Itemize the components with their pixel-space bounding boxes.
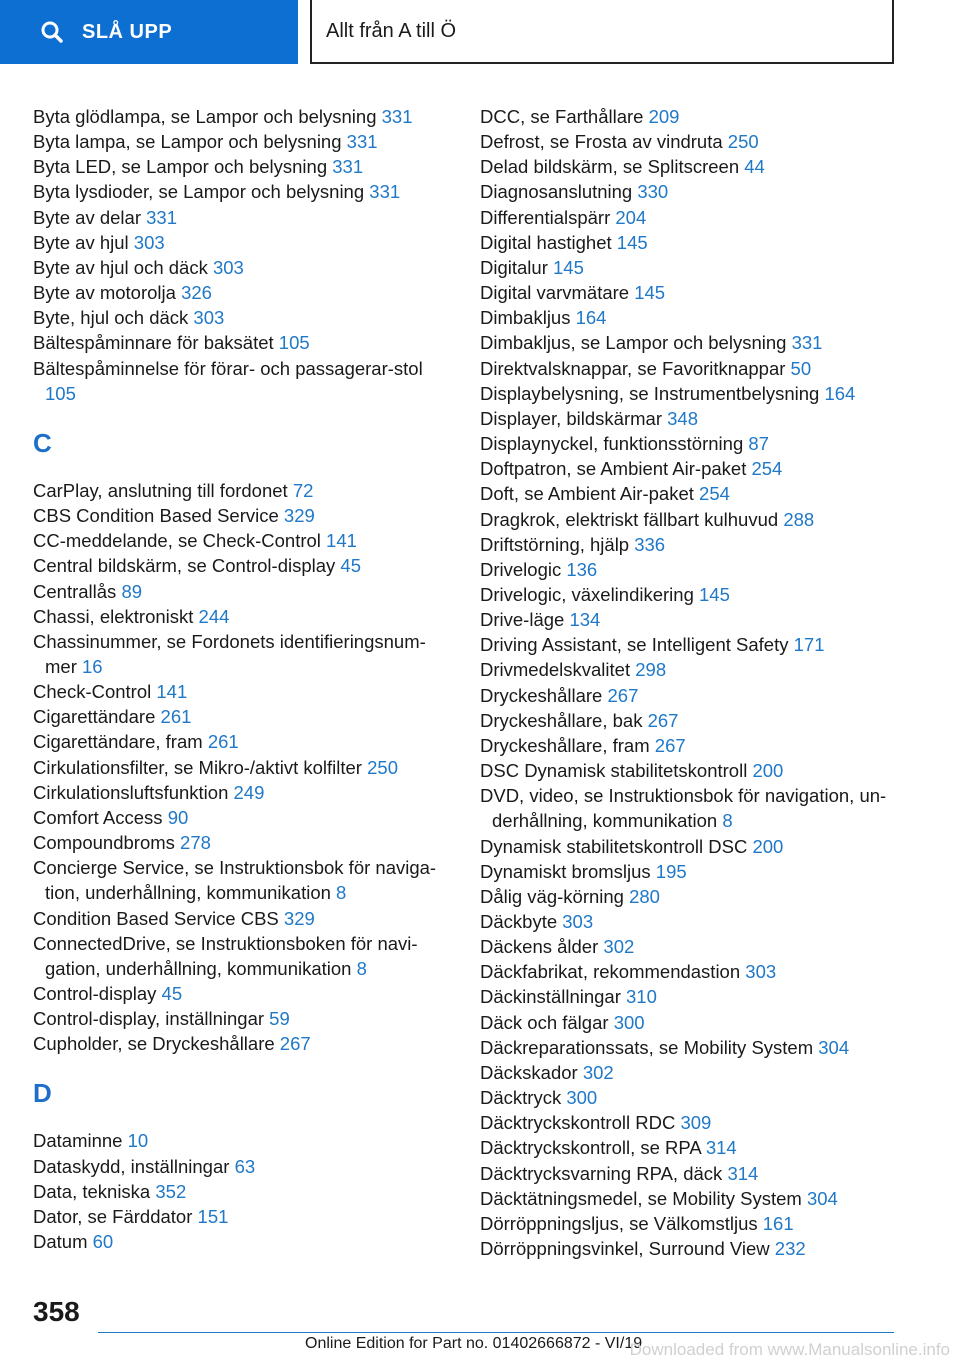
index-entry-text: Dynamiskt bromsljus xyxy=(480,860,651,882)
index-entry xyxy=(33,1179,448,1204)
index-entry xyxy=(33,305,448,330)
index-entry-text: CarPlay, anslutning till fordonet xyxy=(33,479,288,501)
letter-heading-c: C xyxy=(33,427,52,458)
page-link[interactable]: 302 xyxy=(603,936,635,958)
page-link[interactable]: 89 xyxy=(121,580,143,602)
index-entry-text: Byte av motorolja xyxy=(33,282,176,304)
index-group-d-cont xyxy=(480,104,900,1261)
page-link[interactable]: 303 xyxy=(133,231,165,253)
index-entry xyxy=(480,1161,900,1186)
index-entry xyxy=(480,456,900,481)
page-link[interactable]: 331 xyxy=(332,156,364,178)
index-entry xyxy=(33,729,448,754)
index-entry-text: Condition Based Service CBS xyxy=(33,907,279,929)
page-link[interactable]: 145 xyxy=(553,256,584,278)
index-group-c xyxy=(33,478,448,1057)
index-entry-text: Driftstörning, hjälp xyxy=(480,533,630,555)
page-link[interactable]: 59 xyxy=(269,1008,290,1030)
index-entry-text: Bältespåminnelse för förar- och passagerar-stol xyxy=(33,357,423,379)
page-link[interactable]: 209 xyxy=(648,106,680,127)
index-entry-text: Dimbakljus xyxy=(480,307,571,329)
index-entry xyxy=(480,632,900,657)
page-link[interactable]: 90 xyxy=(167,806,189,828)
page-link[interactable]: 87 xyxy=(748,433,769,455)
index-entry xyxy=(480,884,900,909)
index-entry xyxy=(480,356,900,381)
index-entry-text: Dryckeshållare xyxy=(480,684,603,706)
page-link[interactable]: 171 xyxy=(793,634,825,656)
page-link[interactable]: 45 xyxy=(340,555,361,577)
index-entry-text: Cigarettändare, fram xyxy=(33,731,203,753)
index-entry xyxy=(33,679,448,704)
index-entry-text: Däckinställningar xyxy=(480,986,621,1008)
page-link[interactable]: 105 xyxy=(45,382,76,404)
page-link[interactable]: 141 xyxy=(326,530,357,552)
page-link[interactable]: 249 xyxy=(233,781,265,803)
page-link[interactable]: 326 xyxy=(181,282,212,304)
index-entry xyxy=(480,1110,900,1135)
page-link[interactable]: 105 xyxy=(278,332,310,354)
page-link[interactable]: 267 xyxy=(607,684,639,706)
index-entry-text: Datum xyxy=(33,1231,88,1253)
page-link[interactable]: 314 xyxy=(705,1137,737,1159)
index-entry-text: Dator, se Färddator xyxy=(33,1205,193,1227)
index-entry-text: Digital varvmätare xyxy=(480,282,630,304)
index-entry xyxy=(33,830,448,855)
page-link[interactable]: 16 xyxy=(82,655,103,677)
index-entry-text: Dataskydd, inställningar xyxy=(33,1155,230,1177)
index-entry-text: Däck och fälgar xyxy=(480,1011,609,1033)
index-entry-text: Däcktrycksvarning RPA, däck xyxy=(480,1162,723,1184)
index-entry-text: Centrallås xyxy=(33,580,117,602)
page-link[interactable]: 254 xyxy=(699,483,730,505)
index-entry-text: Byta lampa, se Lampor och belysning xyxy=(33,131,342,153)
page-link[interactable]: 329 xyxy=(283,907,315,929)
index-entry-text: Diagnosanslutning xyxy=(480,181,633,203)
index-entry-text: Digital hastighet xyxy=(480,231,612,253)
index-entry xyxy=(480,205,900,230)
edition-note: Online Edition for Part no. 01402666872 - VI/19 xyxy=(305,1335,643,1352)
page-link[interactable]: 331 xyxy=(369,181,401,203)
index-entry xyxy=(480,683,900,708)
index-entry xyxy=(33,503,448,528)
page-link[interactable]: 134 xyxy=(569,609,601,631)
index-entry-text: Check-Control xyxy=(33,681,152,703)
page-link[interactable]: 331 xyxy=(346,131,378,153)
index-entry-text: Byta glödlampa, se Lampor och belysning xyxy=(33,106,377,127)
index-entry-text: Control-display xyxy=(33,983,157,1004)
page-link[interactable]: 250 xyxy=(727,131,759,153)
index-entry-text: Dimbakljus, se Lampor och belysning xyxy=(480,332,787,354)
index-entry xyxy=(33,1229,448,1254)
index-entry-text: Chassi, elektroniskt xyxy=(33,605,194,627)
page-link[interactable]: 303 xyxy=(212,256,244,278)
index-entry-text: Dörröppningsljus, se Välkomstljus xyxy=(480,1212,758,1234)
index-entry-text: ConnectedDrive, se Instruktionsboken för navi-gation, underhållning, kommunikation xyxy=(33,932,418,979)
index-entry-text: Däcktryckskontroll RDC xyxy=(480,1112,676,1134)
page-link[interactable]: 336 xyxy=(634,533,666,555)
index-entry-text: Central bildskärm, se Control-display xyxy=(33,555,336,577)
index-entry xyxy=(480,1135,900,1160)
index-entry xyxy=(480,1085,900,1110)
index-entry-text: Däckbyte xyxy=(480,911,558,932)
page-link[interactable]: 267 xyxy=(279,1033,311,1055)
page-link[interactable]: 303 xyxy=(745,961,777,983)
index-entry xyxy=(480,330,900,355)
index-entry xyxy=(480,1010,900,1035)
page-link[interactable]: 145 xyxy=(616,231,648,253)
page-link[interactable]: 331 xyxy=(381,106,413,127)
index-entry xyxy=(33,129,448,154)
index-entry-text: DSC Dynamisk stabilitetskontroll xyxy=(480,760,748,782)
index-entry-text: Comfort Access xyxy=(33,806,163,828)
index-entry-text: Chassinummer, se Fordonets identifieringsnum-mer xyxy=(33,630,426,677)
page-link[interactable]: 331 xyxy=(146,206,177,228)
index-entry-text: Control-display, inställningar xyxy=(33,1008,265,1030)
index-entry-text: Drivmedelskvalitet xyxy=(480,659,631,681)
search-icon xyxy=(40,20,64,44)
page-link[interactable]: 304 xyxy=(818,1036,850,1058)
index-entry xyxy=(480,758,900,783)
index-entry xyxy=(480,104,900,129)
index-entry-text: Displaynyckel, funktionsstörning xyxy=(480,433,744,455)
index-entry xyxy=(33,280,448,305)
index-entry-text: DCC, se Farthållare xyxy=(480,106,644,127)
index-entry-text: Byta LED, se Lampor och belysning xyxy=(33,156,328,178)
page-link[interactable]: 267 xyxy=(654,734,686,756)
page-link[interactable]: 261 xyxy=(207,731,239,753)
index-entry xyxy=(33,604,448,629)
index-entry-text: Däckskador xyxy=(480,1061,578,1083)
page-link[interactable]: 310 xyxy=(626,986,657,1008)
index-entry xyxy=(33,931,448,981)
index-entry-text: Doftpatron, se Ambient Air-paket xyxy=(480,458,747,480)
page-number: 358 xyxy=(33,1296,80,1327)
page-link[interactable]: 303 xyxy=(562,911,594,932)
index-entry-text: Byte, hjul och däck xyxy=(33,307,189,329)
index-entry xyxy=(33,780,448,805)
page-link[interactable]: 280 xyxy=(629,885,660,907)
index-entry xyxy=(480,1035,900,1060)
page-link[interactable]: 261 xyxy=(160,706,192,728)
index-entry-text: Differentialspärr xyxy=(480,206,611,228)
index-entry-text: Displayer, bildskärmar xyxy=(480,407,662,429)
index-entry-text: Drive-läge xyxy=(480,609,565,631)
index-entry xyxy=(480,959,900,984)
index-entry xyxy=(33,356,448,406)
index-entry-text: Driving Assistant, se Intelligent Safety xyxy=(480,634,789,656)
page-link[interactable]: 145 xyxy=(699,583,730,605)
index-entry-text: Däcktätningsmedel, se Mobility System xyxy=(480,1187,802,1209)
index-entry xyxy=(480,129,900,154)
page-link[interactable]: 72 xyxy=(292,479,314,501)
index-entry xyxy=(33,230,448,255)
index-entry xyxy=(33,205,448,230)
index-entry xyxy=(480,984,900,1009)
page-link[interactable]: 303 xyxy=(193,307,225,329)
index-entry-text: Dörröppningsvinkel, Surround View xyxy=(480,1238,770,1260)
index-entry-text: Däcktryckskontroll, se RPA xyxy=(480,1137,701,1159)
page-link[interactable]: 267 xyxy=(647,709,679,731)
index-entry xyxy=(480,481,900,506)
index-group-d xyxy=(33,1128,448,1254)
section-title xyxy=(310,0,894,64)
index-entry xyxy=(480,532,900,557)
index-entry xyxy=(480,1211,900,1236)
index-entry xyxy=(480,255,900,280)
index-entry-text: Dryckeshållare, bak xyxy=(480,709,643,731)
index-entry xyxy=(33,579,448,604)
index-entry xyxy=(480,582,900,607)
index-entry xyxy=(33,805,448,830)
index-entry-text: Cirkulationsfilter, se Mikro-/aktivt kolfilter xyxy=(33,756,362,778)
page-link[interactable]: 278 xyxy=(180,832,211,854)
search-button-label: SLÅ UPP xyxy=(82,20,173,43)
page-link[interactable]: 250 xyxy=(367,756,398,778)
index-entry xyxy=(480,657,900,682)
index-entry xyxy=(33,1204,448,1229)
index-entry-text: Däckens ålder xyxy=(480,936,599,958)
index-entry xyxy=(480,1236,900,1261)
page-link[interactable]: 45 xyxy=(161,983,183,1004)
index-entry-text: Bältespåminnare för baksätet xyxy=(33,332,274,354)
index-entry-text: Dryckeshållare, fram xyxy=(480,734,650,756)
index-entry-text: Dålig väg-körning xyxy=(480,885,624,907)
index-entry xyxy=(480,557,900,582)
watermark: Downloaded from www.Manualsonline.info xyxy=(629,1340,950,1359)
footer-divider xyxy=(98,1332,894,1333)
page-link[interactable]: 141 xyxy=(156,681,188,703)
index-entry-text: Dynamisk stabilitetskontroll DSC xyxy=(480,835,748,857)
index-entry-text: Defrost, se Frosta av vindruta xyxy=(480,131,723,153)
index-entry xyxy=(480,1060,900,1085)
page-link[interactable]: 195 xyxy=(655,860,687,882)
page-link[interactable]: 50 xyxy=(790,357,812,379)
index-entry-text: Doft, se Ambient Air-paket xyxy=(480,483,694,505)
index-entry xyxy=(480,305,900,330)
index-entry xyxy=(33,855,448,905)
page-link[interactable]: 63 xyxy=(234,1155,256,1177)
index-entry xyxy=(480,909,900,934)
page-link[interactable]: 244 xyxy=(198,605,230,627)
page-link[interactable]: 352 xyxy=(155,1180,187,1202)
index-entry xyxy=(480,230,900,255)
index-entry-text: Digitalur xyxy=(480,256,548,278)
index-entry-text: Däckreparationssats, se Mobility System xyxy=(480,1036,814,1058)
index-entry xyxy=(480,154,900,179)
index-entry xyxy=(480,859,900,884)
page-link[interactable]: 330 xyxy=(637,181,669,203)
page-link[interactable]: 200 xyxy=(752,835,784,857)
page-link[interactable]: 8 xyxy=(722,810,733,832)
index-entry-text: CC-meddelande, se Check-Control xyxy=(33,530,321,552)
index-entry xyxy=(480,280,900,305)
index-entry xyxy=(33,1128,448,1153)
index-entry-text: Cupholder, se Dryckeshållare xyxy=(33,1033,275,1055)
index-entry xyxy=(33,629,448,679)
index-column-left xyxy=(33,104,448,1254)
index-entry xyxy=(33,906,448,931)
index-entry xyxy=(33,255,448,280)
index-entry-text: Byta lysdioder, se Lampor och belysning xyxy=(33,181,365,203)
page-link[interactable]: 232 xyxy=(774,1238,806,1260)
page-link[interactable]: 288 xyxy=(783,508,815,530)
index-entry xyxy=(480,834,900,859)
index-entry-text: Byte av delar xyxy=(33,206,141,228)
index-entry-text: Byte av hjul xyxy=(33,231,129,253)
page-link[interactable]: 314 xyxy=(727,1162,759,1184)
page-link[interactable]: 8 xyxy=(356,957,367,979)
page-link[interactable]: 8 xyxy=(336,882,347,904)
index-entry xyxy=(480,607,900,632)
index-entry xyxy=(480,783,900,833)
page-link[interactable]: 331 xyxy=(791,332,823,354)
index-entry xyxy=(33,1006,448,1031)
index-entry-text: Compoundbroms xyxy=(33,832,175,854)
section-title-text: Allt från A till Ö xyxy=(326,19,457,42)
index-entry xyxy=(480,934,900,959)
index-entry-text: Displaybelysning, se Instrumentbelysning xyxy=(480,382,820,404)
index-entry xyxy=(33,553,448,578)
page-link[interactable]: 164 xyxy=(824,382,856,404)
page-link[interactable]: 136 xyxy=(566,558,598,580)
page-link[interactable]: 151 xyxy=(197,1205,229,1227)
index-column-right xyxy=(480,104,900,1261)
index-entry xyxy=(33,528,448,553)
index-entry xyxy=(33,154,448,179)
page-link[interactable]: 300 xyxy=(613,1011,645,1033)
search-button[interactable] xyxy=(0,0,298,64)
page-link[interactable]: 309 xyxy=(680,1112,712,1134)
page-link[interactable]: 302 xyxy=(582,1061,614,1083)
index-entry-text: Dragkrok, elektriskt fällbart kulhuvud xyxy=(480,508,779,530)
index-entry-text: Dataminne xyxy=(33,1130,123,1152)
page-link[interactable]: 60 xyxy=(92,1231,114,1253)
index-entry xyxy=(480,708,900,733)
index-group-b xyxy=(33,104,448,406)
page-link[interactable]: 254 xyxy=(751,458,783,480)
index-entry xyxy=(33,1154,448,1179)
page-link[interactable]: 298 xyxy=(635,659,667,681)
page-link[interactable]: 300 xyxy=(566,1087,598,1109)
page-link[interactable]: 329 xyxy=(283,505,315,527)
page-link[interactable]: 145 xyxy=(634,282,666,304)
index-entry xyxy=(33,104,448,129)
index-entry xyxy=(33,179,448,204)
index-entry xyxy=(33,1031,448,1056)
index-entry-text: Delad bildskärm, se Splitscreen xyxy=(480,156,740,178)
index-entry xyxy=(480,179,900,204)
index-entry-text: Cigarettändare xyxy=(33,706,156,728)
index-entry-text: Drivelogic xyxy=(480,558,562,580)
page-link[interactable]: 348 xyxy=(667,407,698,429)
page-link[interactable]: 164 xyxy=(575,307,607,329)
index-entry xyxy=(480,381,900,406)
page-link[interactable]: 44 xyxy=(744,156,765,178)
index-entry xyxy=(480,406,900,431)
page-link[interactable]: 161 xyxy=(762,1212,794,1234)
index-entry xyxy=(480,507,900,532)
index-entry-text: Drivelogic, växelindikering xyxy=(480,583,694,605)
index-entry xyxy=(480,733,900,758)
letter-heading-d: D xyxy=(33,1078,52,1109)
page-link[interactable]: 10 xyxy=(127,1130,149,1152)
page-link[interactable]: 204 xyxy=(615,206,647,228)
index-entry-text: Byte av hjul och däck xyxy=(33,256,208,278)
index-entry-text: DVD, video, se Instruktionsbok för navigation, un-derhållning, kommunikation xyxy=(480,785,887,832)
index-entry xyxy=(33,478,448,503)
index-entry-text: Däcktryck xyxy=(480,1087,562,1109)
index-entry xyxy=(480,431,900,456)
index-entry xyxy=(33,330,448,355)
index-entry xyxy=(480,1186,900,1211)
page-link[interactable]: 200 xyxy=(752,760,784,782)
index-entry-text: Concierge Service, se Instruktionsbok för naviga-tion, underhållning, kommunikation xyxy=(33,857,437,904)
index-entry xyxy=(33,755,448,780)
index-entry-text: Däckfabrikat, rekommendastion xyxy=(480,961,741,983)
index-entry-text: Cirkulationsluftsfunktion xyxy=(33,781,229,803)
index-entry-text: Data, tekniska xyxy=(33,1180,151,1202)
index-entry-text: CBS Condition Based Service xyxy=(33,505,279,527)
index-entry xyxy=(33,704,448,729)
page-link[interactable]: 304 xyxy=(806,1187,838,1209)
index-entry xyxy=(33,981,448,1006)
index-entry-text: Direktvalsknappar, se Favoritknappar xyxy=(480,357,786,379)
